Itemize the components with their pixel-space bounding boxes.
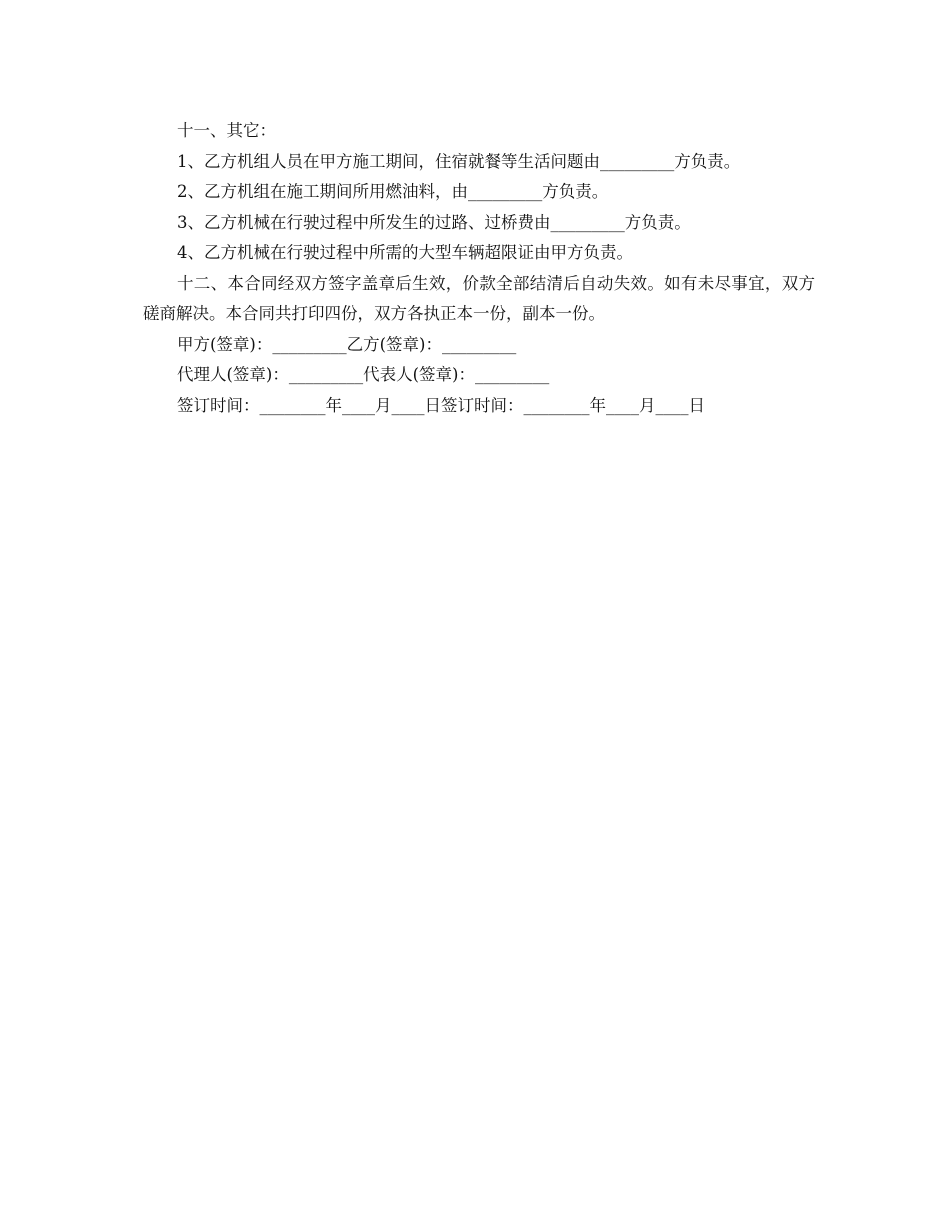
- clause-4-oversize-permit: 4、乙方机械在行驶过程中所需的大型车辆超限证由甲方负责。: [177, 243, 633, 262]
- section-heading-other: 十一、其它：: [177, 121, 276, 140]
- document-page: [143, 116, 815, 421]
- clause-3-tolls: 3、乙方机械在行驶过程中所发生的过路、过桥费由_________方负责。: [177, 212, 691, 232]
- signature-party-line: 甲方(签章)：_________乙方(签章)：_________: [177, 334, 517, 354]
- clause-2-fuel: 2、乙方机组在施工期间所用燃油料，由_________方负责。: [177, 182, 609, 201]
- clause-1-accommodation: 1、乙方机组人员在甲方施工期间，住宿就餐等生活问题由_________方负责。: [177, 151, 741, 171]
- signature-agent-line: 代理人(签章)：_________代表人(签章)：_________: [177, 365, 550, 384]
- signing-date-line: 签订时间：________年____月____日签订时间：________年____月____日: [177, 395, 705, 415]
- section-effectiveness: 十二、本合同经双方签字盖章后生效，价款全部结清后自动失效。如有未尽事宜，双方磋商解决。本合同共打印四份，双方各执正本一份，副本一份。: [143, 273, 815, 323]
